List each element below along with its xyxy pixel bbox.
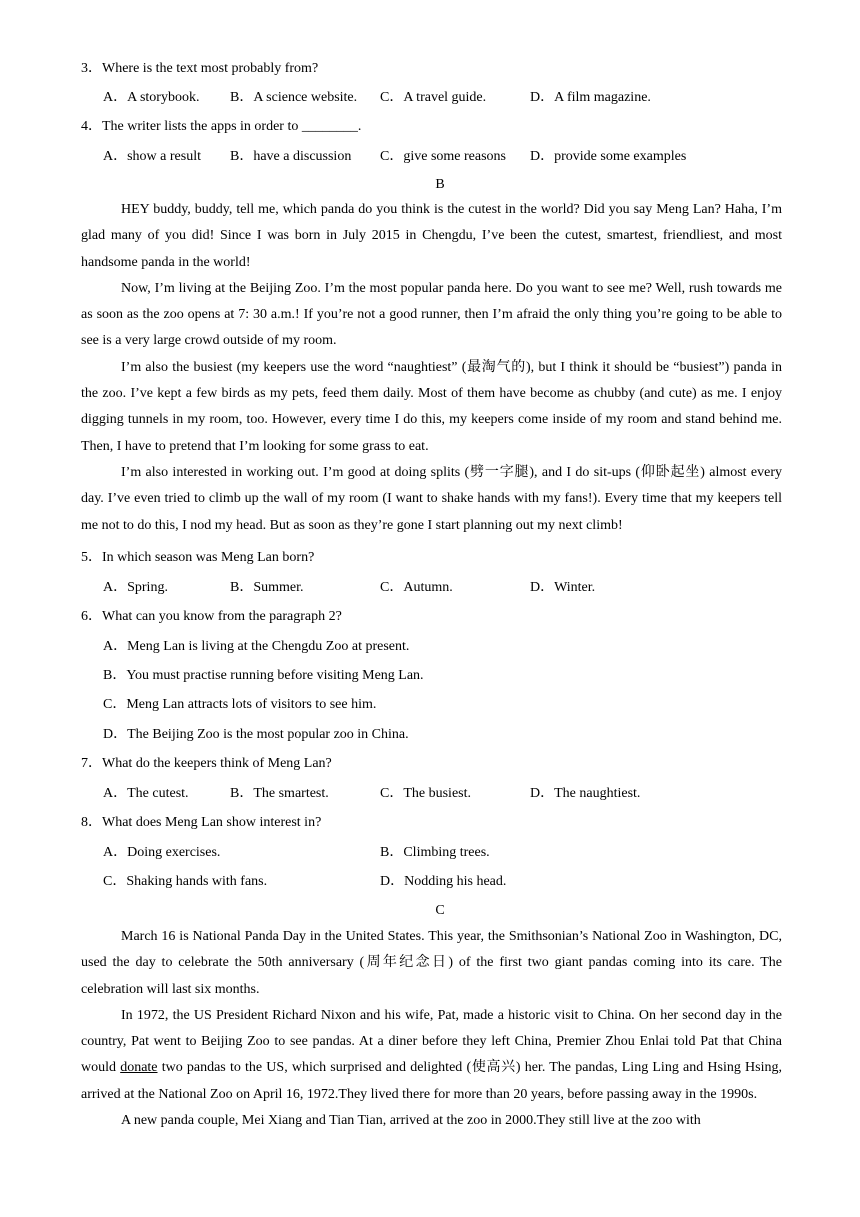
- section-heading-c: C: [435, 903, 445, 918]
- option-c: C．Shaking hands with fans.: [103, 874, 268, 889]
- question-text: What does Meng Lan show interest in?: [102, 815, 322, 830]
- passage-paragraph: Now, I’m living at the Beijing Zoo. I’m the most popular panda here. Do you want to see me? Well, rush towards me as soon as the zoo opens at 7: 30 a.m.! If you’re not a good runner, then I’m afraid the only thing you’re going to be able to see is a very large crowd outside of my room.: [81, 280, 782, 349]
- question-text: What can you know from the paragraph 2?: [102, 609, 342, 624]
- option-c: C．The busiest.: [380, 786, 471, 801]
- question-text: What do the keepers think of Meng Lan?: [102, 756, 332, 771]
- option-b: B．Summer.: [230, 580, 304, 595]
- question-number: 5．: [81, 550, 102, 565]
- passage-b: [81, 197, 782, 539]
- passage-paragraph: I’m also interested in working out. I’m good at doing splits (劈一字腿), and I do sit-ups (仰卧起坐) almost every day. I’ve even tried to climb up the wall of my room (I want to shake hands with my fans!). Every time that my keepers tell me not to do this, I nod my head. But as soon as they’re gone I start planning out my next climb!: [81, 464, 782, 533]
- option-b: B．You must practise running before visiting Meng Lan.: [103, 668, 424, 683]
- passage-paragraph: HEY buddy, buddy, tell me, which panda do you think is the cutest in the world? Did you say Meng Lan? Haha, I’m glad many of you did! Since I was born in July 2015 in Chengdu, I’ve been the cutest, smartest, friendliest, and most handsome panda in the world!: [81, 202, 782, 270]
- option-c: C．Meng Lan attracts lots of visitors to see him.: [103, 697, 377, 712]
- option-a: A．The cutest.: [103, 786, 189, 801]
- option-a: A．Spring.: [103, 580, 168, 595]
- passage-paragraph: A new panda couple, Mei Xiang and Tian Tian, arrived at the zoo in 2000.They still live at the zoo with: [121, 1113, 701, 1129]
- underlined-word: donate: [120, 1060, 158, 1076]
- passage-text: two pandas to the US, which surprised and delighted (使高兴) her. The pandas, Ling Ling and Hsing Hsing, arrived at the National Zoo on April 16, 1972.They lived there for more than 20 years, before passing away in the 1990s.: [81, 1060, 782, 1102]
- passage-paragraph: March 16 is National Panda Day in the United States. This year, the Smithsonian’s National Zoo in Washington, DC, used the day to celebrate the 50th anniversary (周年纪念日) of the first two giant pandas coming into its care. The celebration will last six months.: [81, 929, 782, 997]
- option-d: D．Winter.: [530, 580, 596, 595]
- question-3: [81, 59, 318, 79]
- option-b: B．Climbing trees.: [380, 845, 490, 860]
- question-number: 8．: [81, 815, 102, 830]
- question-number: 7．: [81, 756, 102, 771]
- option-d: D．The naughtiest.: [530, 786, 641, 801]
- question-8: [81, 813, 321, 833]
- question-5: [81, 548, 314, 568]
- option-c: C．give some reasons: [380, 149, 506, 164]
- option-d: D．Nodding his head.: [380, 874, 507, 889]
- question-number: 6．: [81, 609, 102, 624]
- question-text: In which season was Meng Lan born?: [102, 550, 315, 565]
- passage-paragraph: [81, 1003, 782, 1108]
- option-b: B．A science website.: [230, 90, 358, 105]
- option-d: D．The Beijing Zoo is the most popular zoo in China.: [103, 727, 409, 742]
- passage-c: [81, 924, 782, 1134]
- option-c: C．Autumn.: [380, 580, 453, 595]
- question-text: Where is the text most probably from?: [102, 61, 319, 76]
- question-number: 3．: [81, 61, 102, 76]
- question-4: [81, 117, 361, 137]
- passage-paragraph: I’m also the busiest (my keepers use the word “naughtiest” (最淘气的), but I think it should be “busiest”) panda in the zoo. I’ve kept a few birds as my pets, feed them daily. Most of them have become as chubby (and cute) as me. I enjoy digging tunnels in my room, too. However, every time I do this, my keepers come inside of my room and stand behind me. Then, I have to pretend that I’m looking for some grass to eat.: [81, 359, 782, 454]
- option-a: A．Doing exercises.: [103, 845, 221, 860]
- option-a: A．A storybook.: [103, 90, 200, 105]
- question-number: 4．: [81, 119, 102, 134]
- option-d: D．A film magazine.: [530, 90, 651, 105]
- passage-text: In 1972, the US President Richard Nixon and his wife, Pat, made a historic visit to China. On her second day in the country, Pat went to Beijing Zoo to see pandas. At a diner before they left China, Premier Zhou Enlai told Pat that China would: [81, 1007, 782, 1076]
- option-d: D．provide some examples: [530, 149, 687, 164]
- option-b: B．The smartest.: [230, 786, 329, 801]
- option-a: A．show a result: [103, 149, 201, 164]
- question-7: [81, 754, 332, 774]
- question-6: [81, 607, 342, 627]
- option-b: B．have a discussion: [230, 149, 352, 164]
- section-heading-b: B: [435, 177, 445, 192]
- question-text: The writer lists the apps in order to ________.: [102, 119, 362, 134]
- option-a: A．Meng Lan is living at the Chengdu Zoo at present.: [103, 639, 410, 654]
- option-c: C．A travel guide.: [380, 90, 487, 105]
